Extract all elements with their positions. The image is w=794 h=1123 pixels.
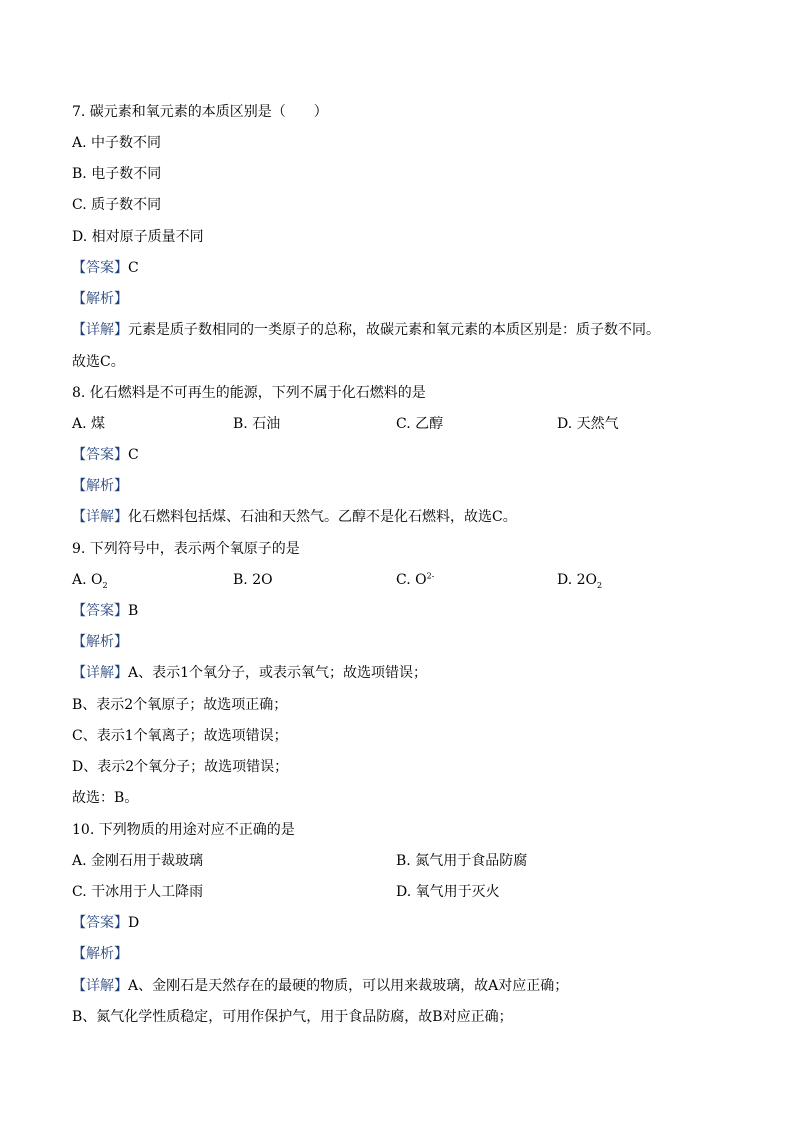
answer-tag: 【答案】	[72, 603, 128, 619]
q10-option-b: B. 氮气用于食品防腐	[396, 853, 528, 869]
answer-tag: 【答案】	[72, 260, 128, 276]
q10-answer	[72, 914, 139, 932]
answer-value: C	[128, 447, 139, 463]
q9-detail-line-d: D、表示2个氧分子；故选项错误；	[72, 759, 289, 775]
q9-option-a-subscript: 2	[102, 580, 108, 590]
q9-stem: 9. 下列符号中，表示两个氧原子的是	[72, 541, 300, 557]
q9-option-c-superscript: 2-	[426, 571, 435, 581]
detail-text: 化石燃料包括煤、石油和天然气。乙醇不是化石燃料，故选C。	[128, 509, 517, 525]
q7-conclusion: 故选C。	[72, 354, 125, 370]
q7-option-c: C. 质子数不同	[72, 197, 162, 213]
q8-option-a: A. 煤	[72, 416, 106, 432]
q9-option-d-text: D. 2O	[557, 572, 598, 588]
q9-option-a-text: A. O	[72, 572, 103, 588]
q7-answer	[72, 259, 139, 277]
q8-option-d: D. 天然气	[557, 416, 619, 432]
answer-value: C	[128, 260, 139, 276]
q9-conclusion: 故选：B。	[72, 790, 139, 806]
q9-option-d	[557, 571, 602, 589]
q9-option-c	[396, 571, 434, 589]
detail-text: A、金刚石是天然存在的最硬的物质，可以用来裁玻璃，故A对应正确；	[128, 978, 569, 994]
q10-stem: 10. 下列物质的用途对应不正确的是	[72, 822, 295, 838]
q9-option-d-subscript: 2	[597, 580, 603, 590]
q9-option-b: B. 2O	[233, 572, 273, 588]
q9-analysis-tag: 【解析】	[72, 634, 128, 650]
q9-answer	[72, 602, 138, 620]
detail-text: 元素是质子数相同的一类原子的总称，故碳元素和氧元素的本质区别是：质子数不同。	[128, 322, 660, 338]
q7-option-b: B. 电子数不同	[72, 166, 162, 182]
q10-option-d: D. 氧气用于灭火	[396, 884, 500, 900]
q8-answer	[72, 446, 139, 464]
answer-tag: 【答案】	[72, 915, 128, 931]
detail-tag: 【详解】	[72, 322, 128, 338]
q10-detail	[72, 977, 568, 995]
detail-text: A、表示1个氧分子，或表示氧气；故选项错误；	[128, 665, 428, 681]
q10-option-c: C. 干冰用于人工降雨	[72, 884, 204, 900]
q9-detail-line-c: C、表示1个氧离子；故选项错误；	[72, 728, 288, 744]
answer-tag: 【答案】	[72, 447, 128, 463]
q9-detail-line-b: B、表示2个氧原子；故选项正确；	[72, 697, 288, 713]
q7-option-a: A. 中子数不同	[72, 135, 162, 151]
detail-tag: 【详解】	[72, 978, 128, 994]
q7-option-d: D. 相对原子质量不同	[72, 229, 204, 245]
detail-tag: 【详解】	[72, 509, 128, 525]
q8-option-b: B. 石油	[233, 416, 281, 432]
q10-detail-line-b: B、氮气化学性质稳定，可用作保护气，用于食品防腐，故B对应正确；	[72, 1009, 513, 1025]
q7-detail	[72, 321, 660, 339]
answer-value: D	[128, 915, 140, 931]
q7-stem: 7. 碳元素和氧元素的本质区别是（ ）	[72, 104, 328, 120]
q9-option-c-text: C. O	[396, 572, 427, 588]
q8-detail	[72, 508, 517, 526]
q9-detail	[72, 664, 427, 682]
detail-tag: 【详解】	[72, 665, 128, 681]
q10-option-a: A. 金刚石用于裁玻璃	[72, 853, 204, 869]
answer-value: B	[128, 603, 139, 619]
q7-analysis-tag: 【解析】	[72, 291, 128, 307]
q8-option-c: C. 乙醇	[396, 416, 444, 432]
q8-analysis-tag: 【解析】	[72, 478, 128, 494]
q8-stem: 8. 化石燃料是不可再生的能源，下列不属于化石燃料的是	[72, 385, 426, 401]
q10-analysis-tag: 【解析】	[72, 946, 128, 962]
q9-option-a	[72, 571, 108, 589]
